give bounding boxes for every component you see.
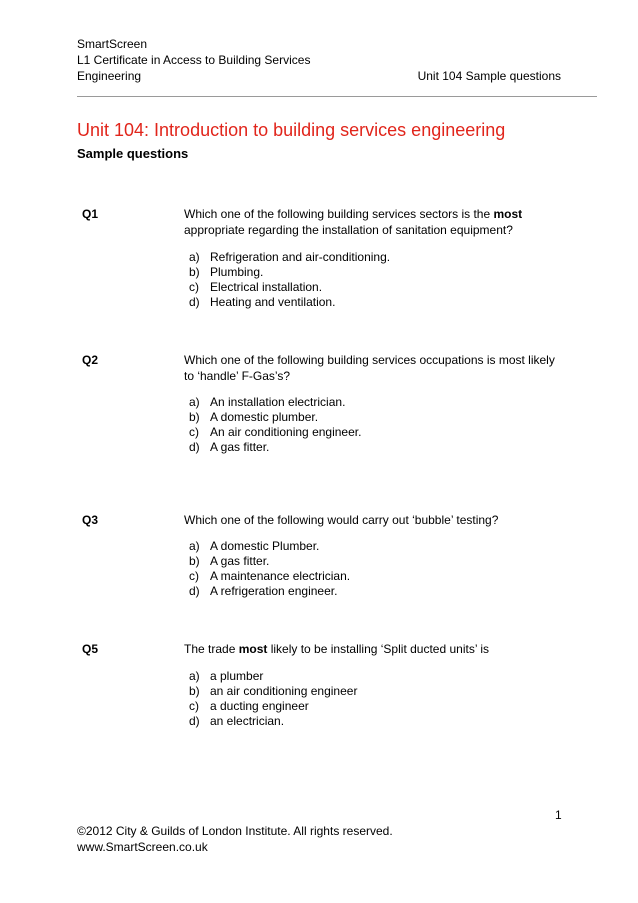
answer-options [189, 539, 350, 599]
copyright-notice: ©2012 City & Guilds of London Institute. All rights reserved. [77, 824, 393, 838]
option-letter: d) [189, 584, 200, 598]
option-text: Refrigeration and air-conditioning. [210, 250, 391, 264]
option-text: An air conditioning engineer. [210, 425, 362, 439]
option-letter: c) [189, 280, 199, 294]
answer-option [189, 714, 357, 729]
option-letter: b) [189, 684, 200, 698]
question-number: Q2 [82, 353, 99, 367]
header-divider [77, 96, 597, 97]
answer-option [189, 410, 361, 425]
option-letter: a) [189, 395, 200, 409]
header-qualification: L1 Certificate in Access to Building Services [77, 53, 311, 67]
option-letter: b) [189, 554, 200, 568]
option-text: an electrician. [210, 714, 285, 728]
option-text: A gas fitter. [210, 554, 270, 568]
answer-option [189, 554, 350, 569]
option-text: A domestic plumber. [210, 410, 319, 424]
header-brand: SmartScreen [77, 37, 148, 51]
option-letter: b) [189, 410, 200, 424]
option-text: a plumber [210, 669, 264, 683]
question-number: Q3 [82, 513, 99, 527]
option-text: Electrical installation. [210, 280, 323, 294]
header-subject: Engineering [77, 69, 142, 83]
answer-options [189, 250, 390, 310]
question-text: Which one of the following building services sectors is the most appropriate regarding the installation of sanitation equipment? [184, 207, 523, 237]
option-letter: b) [189, 265, 200, 279]
option-text: A maintenance electrician. [210, 569, 351, 583]
option-text: A gas fitter. [210, 440, 270, 454]
option-letter: a) [189, 539, 200, 553]
option-text: A domestic Plumber. [210, 539, 320, 553]
option-letter: d) [189, 714, 200, 728]
answer-option [189, 440, 361, 455]
option-text: Plumbing. [210, 265, 264, 279]
answer-option [189, 265, 390, 280]
answer-option [189, 280, 390, 295]
page-header [77, 36, 561, 84]
question-text: The trade most likely to be installing ‘Split ducted units’ is [184, 642, 490, 656]
question-text: Which one of the following would carry out ‘bubble’ testing? [184, 513, 499, 527]
answer-option [189, 684, 357, 699]
question-number: Q1 [82, 207, 99, 221]
answer-options [189, 669, 357, 729]
answer-option [189, 295, 390, 310]
website-text: www.SmartScreen.co.uk [77, 840, 208, 854]
page-number: 1 [555, 808, 562, 822]
question-number: Q5 [82, 642, 99, 656]
answer-option [189, 539, 350, 554]
option-text: An installation electrician. [210, 395, 346, 409]
page-subtitle: Sample questions [77, 146, 189, 161]
answer-option [189, 584, 350, 599]
page-title: Unit 104: Introduction to building services engineering [77, 120, 506, 140]
option-letter: a) [189, 669, 200, 683]
option-letter: c) [189, 699, 199, 713]
option-text: an air conditioning engineer [210, 684, 358, 698]
option-letter: a) [189, 250, 200, 264]
answer-option [189, 699, 357, 714]
header-unit-label: Unit 104 Sample questions [417, 69, 561, 83]
option-letter: d) [189, 440, 200, 454]
answer-option [189, 425, 361, 440]
answer-option [189, 250, 390, 265]
option-letter: d) [189, 295, 200, 309]
question-text: Which one of the following building services occupations is most likely to ‘handle’ F-Gas’s? [184, 353, 555, 383]
option-letter: c) [189, 425, 199, 439]
option-text: Heating and ventilation. [210, 295, 336, 309]
option-text: a ducting engineer [210, 699, 309, 713]
option-letter: c) [189, 569, 199, 583]
page-footer [77, 823, 393, 855]
answer-option [189, 395, 361, 410]
header-row [77, 68, 561, 84]
answer-options [189, 395, 361, 455]
option-text: A refrigeration engineer. [210, 584, 338, 598]
answer-option [189, 569, 350, 584]
answer-option [189, 669, 357, 684]
